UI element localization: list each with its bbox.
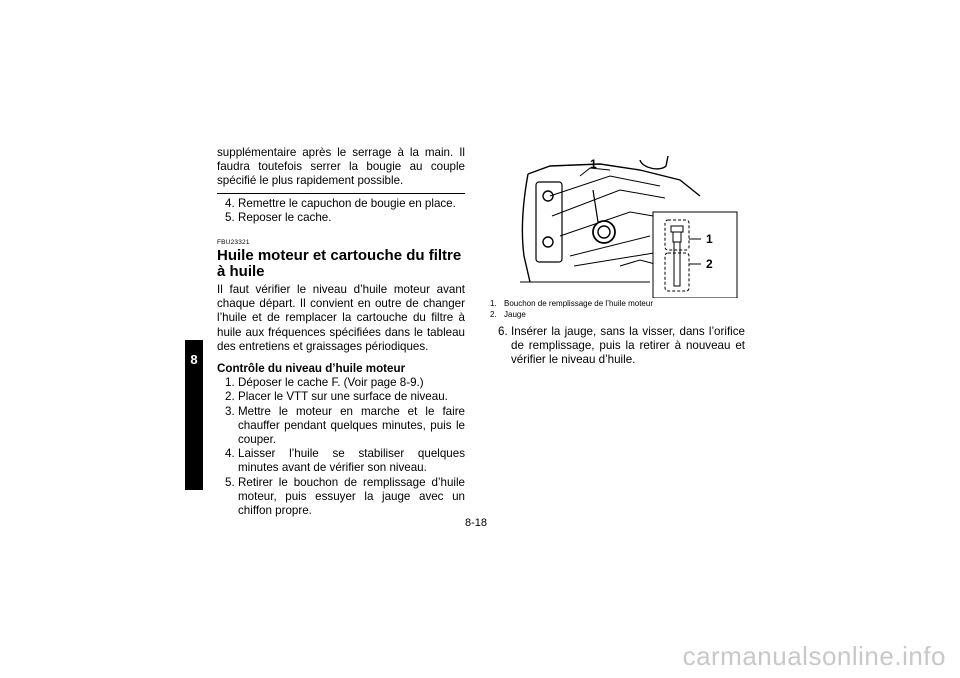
reference-code: FBU23321	[217, 239, 250, 247]
caption-text: Jauge	[504, 310, 526, 319]
engine-illustration	[490, 156, 740, 298]
caption-text: Bouchon de remplissage de l’huile moteur	[504, 299, 653, 308]
inset-callout-2: 2	[706, 257, 713, 271]
step-text: Déposer le cache F. (Voir page 8-9.)	[238, 376, 424, 390]
step-text: Retirer le bouchon de remplissage d’huile moteur, puis essuyer la jauge avec un chiffon propre.	[238, 475, 465, 518]
step-item	[225, 376, 465, 390]
filler-cap	[593, 221, 615, 243]
left-column	[217, 146, 465, 518]
subheading: Contrôle du niveau d’huile moteur	[217, 362, 406, 376]
step-6	[490, 325, 745, 368]
section-paragraph: Il faut vérifier le niveau d’huile moteur avant chaque départ. Il convient en outre de changer l’huile et de remplacer la cartouche du filtre à huile aux fréquences spécifiées dans le tableau des entretiens et graissages périodiques.	[217, 283, 465, 353]
step-number: 5.	[225, 210, 235, 224]
page-number: 8-18	[465, 517, 488, 529]
step-text: Placer le VTT sur une surface de niveau.	[238, 390, 448, 404]
section-divider	[217, 193, 465, 194]
step-item	[225, 197, 465, 211]
step-text: Remettre le capuchon de bougie en place.	[238, 196, 456, 210]
step-item	[225, 476, 465, 519]
dipstick-inset	[653, 212, 737, 298]
step-text: Mettre le moteur en marche et le faire chauffer pendant quelques minutes, puis le couper.	[238, 404, 465, 447]
caption-item	[490, 298, 745, 309]
steps-list-b	[217, 376, 465, 518]
caption-number: 1.	[490, 299, 497, 308]
step-number: 5.	[225, 475, 235, 489]
intro-paragraph: supplémentaire après le serrage à la main. Il faudra toutefois serrer la bougie au couple spécifié le plus rapidement possible.	[217, 146, 465, 188]
caption-item	[490, 309, 745, 320]
step-number: 4.	[225, 196, 235, 210]
figure-captions	[490, 298, 745, 320]
engine-outline	[528, 164, 700, 196]
step-item	[225, 405, 465, 448]
main-callout-1: 1	[590, 157, 597, 171]
right-column	[490, 156, 745, 368]
step-text: Reposer le cache.	[238, 210, 332, 224]
step-number: 4.	[225, 447, 235, 461]
watermark: carmanualsonline.info	[682, 641, 946, 671]
step-number: 2.	[225, 390, 235, 404]
step-number: 3.	[225, 404, 235, 418]
step-number: 6.	[498, 325, 508, 338]
section-heading: Huile moteur et cartouche du filtre à huile	[217, 247, 462, 281]
engine-oil-figure	[490, 156, 740, 298]
chapter-tab: 8	[185, 340, 203, 490]
step-item	[225, 447, 465, 475]
step-item	[225, 390, 465, 404]
steps-list-a	[217, 197, 465, 225]
inset-callout-1: 1	[706, 232, 713, 246]
caption-number: 2.	[490, 310, 497, 319]
step-item	[225, 211, 465, 225]
step-text: Laisser l’huile se stabiliser quelques minutes avant de vérifier son niveau.	[238, 447, 465, 475]
step-text: Insérer la jauge, sans la visser, dans l’orifice de remplissage, puis la retirer à nouveau et vérifier le niveau d’huile.	[511, 325, 745, 367]
step-number: 1.	[225, 376, 235, 390]
